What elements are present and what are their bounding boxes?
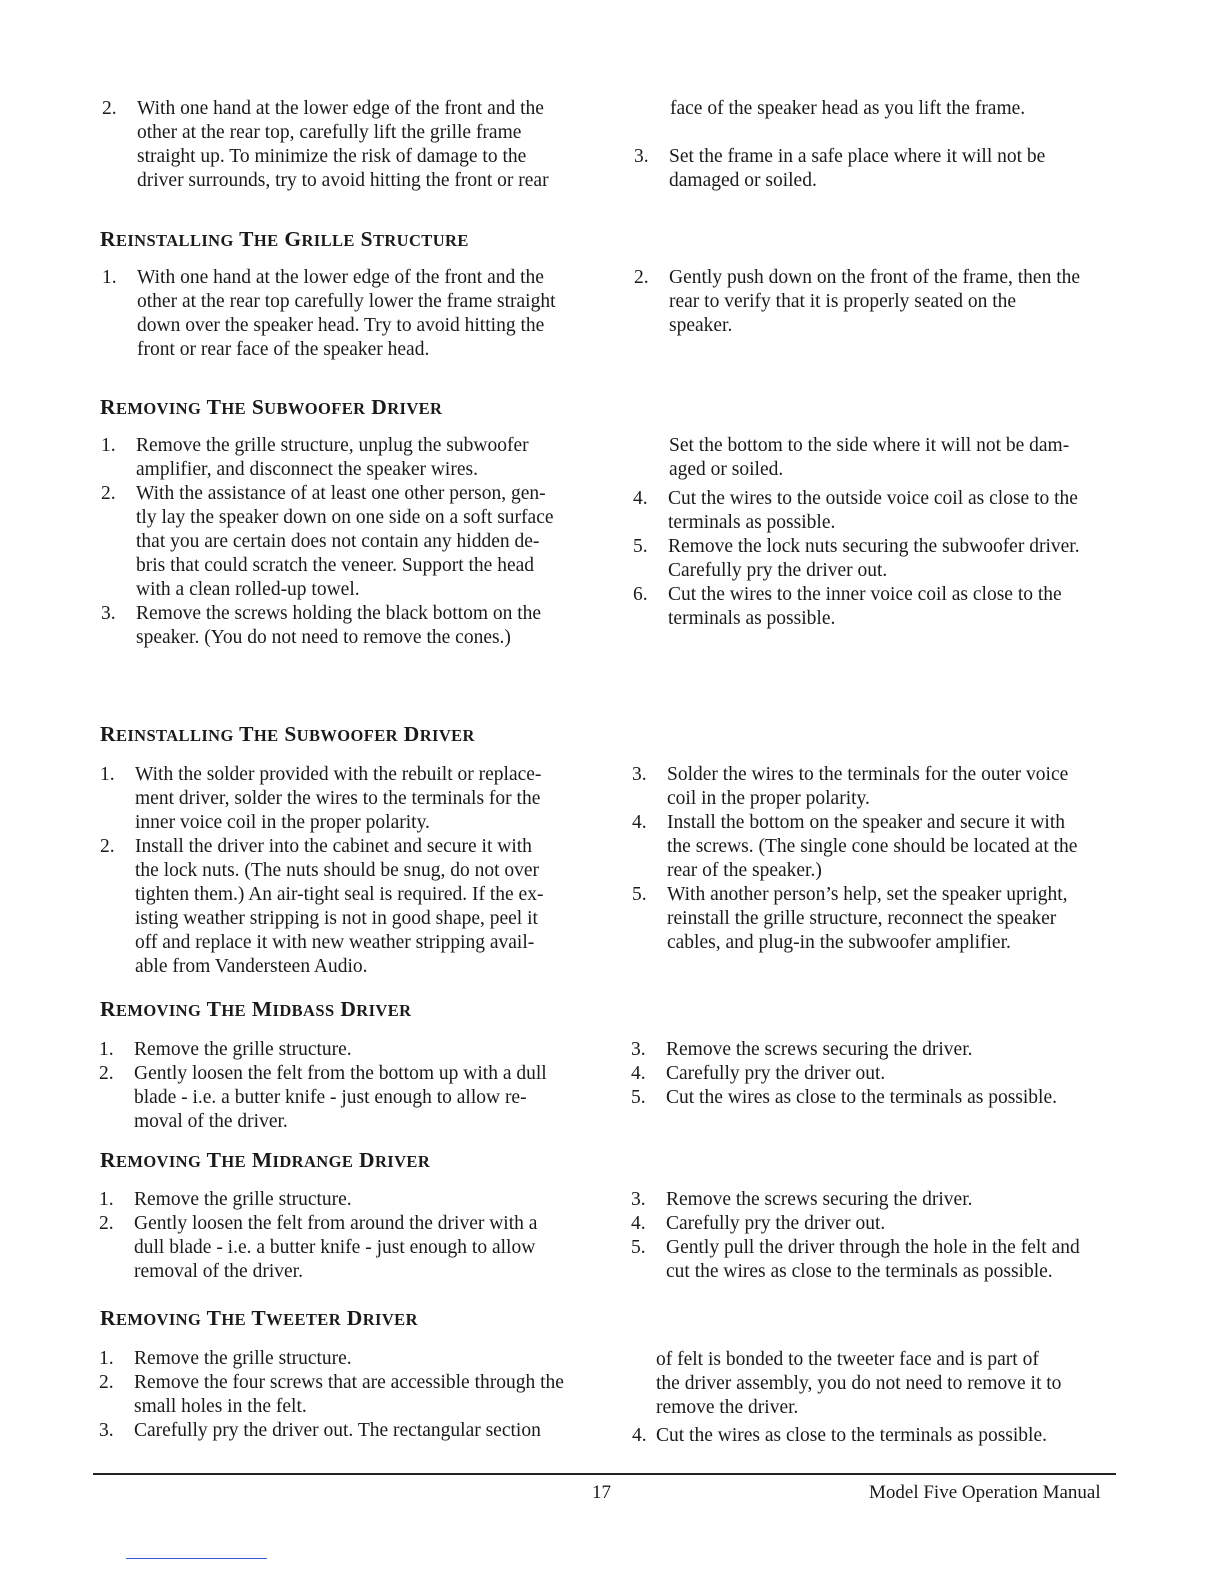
heading-initial: G xyxy=(284,227,302,251)
paragraph-line: aged or soiled. xyxy=(669,459,784,480)
heading-rest: RIVER xyxy=(374,1152,431,1171)
list-line: Set the frame in a safe place where it will not be xyxy=(669,146,1046,167)
list-line: Carefully pry the driver out. The rectangular section xyxy=(134,1420,541,1441)
list-item xyxy=(633,487,1133,535)
list-number: 4. xyxy=(631,1213,646,1234)
list-line: Remove the screws securing the driver. xyxy=(666,1039,973,1060)
heading-rest: RIVER xyxy=(387,399,443,418)
list-line: speaker. xyxy=(669,315,733,336)
section-heading xyxy=(100,1147,430,1175)
heading-rest: UBWOOFER xyxy=(264,399,366,418)
heading-initial: T xyxy=(206,1306,222,1330)
list xyxy=(99,1188,599,1284)
list-line: coil in the proper polarity. xyxy=(667,788,870,809)
heading-rest: EINSTALLING xyxy=(115,231,234,250)
list-item xyxy=(631,1062,1131,1086)
list-item xyxy=(99,1212,599,1284)
heading-initial: R xyxy=(100,1306,116,1330)
list-line: ment driver, solder the wires to the terminals for the xyxy=(135,788,541,809)
list-line: Cut the wires to the outside voice coil as close to the xyxy=(668,488,1078,509)
heading-initial: S xyxy=(284,722,297,746)
list-line: small holes in the felt. xyxy=(134,1396,307,1417)
list-line: tly lay the speaker down on one side on a soft surface xyxy=(136,507,554,528)
list xyxy=(631,1188,1131,1284)
scan-artifact-line xyxy=(126,1558,267,1559)
heading-initial: T xyxy=(206,395,222,419)
heading-initial: M xyxy=(251,1148,273,1172)
heading-rest: HE xyxy=(221,399,247,418)
heading-initial: R xyxy=(100,395,116,419)
list-item xyxy=(99,1038,599,1062)
list-item xyxy=(631,1038,1131,1062)
heading-rest: HE xyxy=(253,726,279,745)
list-line: removal of the driver. xyxy=(134,1261,303,1282)
list-line: reinstall the grille structure, reconnect the speaker xyxy=(667,908,1057,929)
list-item xyxy=(634,145,1134,193)
heading-rest: TRUCTURE xyxy=(372,231,469,250)
list-line: Remove the grille structure, unplug the subwoofer xyxy=(136,435,529,456)
list-line: Gently loosen the felt from the bottom up with a dull xyxy=(134,1063,547,1084)
heading-rest: RIVER xyxy=(419,726,475,745)
list-line: driver surrounds, try to avoid hitting the front or rear xyxy=(137,170,549,191)
list-item xyxy=(632,1424,1132,1448)
list-number: 6. xyxy=(633,584,648,605)
list-number: 3. xyxy=(632,764,647,785)
list-line: front or rear face of the speaker head. xyxy=(137,339,430,360)
heading-rest: RIVER xyxy=(356,1001,412,1020)
list-number: 4. xyxy=(633,488,648,509)
list-line: Remove the screws securing the driver. xyxy=(666,1189,973,1210)
list-item xyxy=(632,811,1132,883)
section-heading xyxy=(100,721,475,749)
list-number: 5. xyxy=(633,536,648,557)
heading-rest: HE xyxy=(221,1152,247,1171)
list-line: With the assistance of at least one other person, gen- xyxy=(136,483,546,504)
list-item xyxy=(631,1212,1131,1236)
section-heading xyxy=(100,996,411,1024)
list-line: With one hand at the lower edge of the front and the xyxy=(137,267,544,288)
list-line: down over the speaker head. Try to avoid hitting the xyxy=(137,315,545,336)
list-number: 5. xyxy=(631,1087,646,1108)
paragraph-line: the driver assembly, you do not need to remove it to xyxy=(656,1373,1062,1394)
heading-rest: HE xyxy=(221,1001,247,1020)
list-item xyxy=(631,1086,1131,1110)
heading-initial: D xyxy=(346,1306,363,1330)
list-number: 5. xyxy=(631,1237,646,1258)
page-number: 17 xyxy=(592,1482,611,1503)
list-line: Cut the wires to the inner voice coil as close to the xyxy=(668,584,1062,605)
list-line: Remove the four screws that are accessible through the xyxy=(134,1372,564,1393)
list-item xyxy=(633,535,1133,583)
heading-initial: D xyxy=(359,1148,375,1172)
list-line: Carefully pry the driver out. xyxy=(668,560,888,581)
list-item xyxy=(633,583,1133,631)
list-line: amplifier, and disconnect the speaker wires. xyxy=(136,459,478,480)
list-item xyxy=(99,1371,619,1419)
list xyxy=(102,97,602,193)
list xyxy=(102,266,602,362)
list-line: Remove the grille structure. xyxy=(134,1348,352,1369)
list xyxy=(631,1038,1131,1110)
heading-initial: S xyxy=(251,395,265,419)
heading-initial: D xyxy=(340,997,357,1021)
section-heading xyxy=(100,394,442,422)
list-line: terminals as possible. xyxy=(668,512,836,533)
list-line: Cut the wires as close to the terminals as possible. xyxy=(666,1087,1058,1108)
list-item xyxy=(631,1236,1131,1284)
list-number: 4. xyxy=(631,1063,646,1084)
heading-rest: RIVER xyxy=(362,1310,418,1329)
list-line: Cut the wires as close to the terminals as possible. xyxy=(656,1425,1048,1446)
list-line: able from Vandersteen Audio. xyxy=(135,956,368,977)
footer-rule xyxy=(93,1473,1116,1475)
list-number: 3. xyxy=(631,1189,646,1210)
continuation xyxy=(669,434,1129,482)
paragraph-line: of felt is bonded to the tweeter face and is part of xyxy=(656,1349,1039,1370)
list-number: 2. xyxy=(99,1213,114,1234)
list-number: 2. xyxy=(634,267,649,288)
list xyxy=(99,1038,599,1134)
list-line: rear of the speaker.) xyxy=(667,860,822,881)
list-line: With one hand at the lower edge of the front and the xyxy=(137,98,544,119)
list-line: that you are certain does not contain any hidden de- xyxy=(136,531,540,552)
list-number: 4. xyxy=(632,812,647,833)
list-number: 2. xyxy=(99,1063,114,1084)
list-line: other at the rear top carefully lower the frame straight xyxy=(137,291,556,312)
list-item xyxy=(99,1062,599,1134)
list-number: 1. xyxy=(99,1039,114,1060)
list-line: Remove the grille structure. xyxy=(134,1039,352,1060)
list-item xyxy=(99,1188,599,1212)
heading-initial: M xyxy=(251,997,273,1021)
list-line: straight up. To minimize the risk of damage to the xyxy=(137,146,527,167)
heading-initial: D xyxy=(403,722,420,746)
heading-rest: EMOVING xyxy=(115,1001,202,1020)
list-line: off and replace it with new weather stripping avail- xyxy=(135,932,535,953)
heading-rest: UBWOOFER xyxy=(296,726,398,745)
heading-rest: IDRANGE xyxy=(272,1152,354,1171)
list xyxy=(99,1347,619,1443)
list xyxy=(633,487,1133,631)
list-line: With another person’s help, set the speaker upright, xyxy=(667,884,1068,905)
list-line: the lock nuts. (The nuts should be snug, do not over xyxy=(135,860,540,881)
heading-initial: T xyxy=(239,227,254,251)
section-heading xyxy=(100,226,469,254)
list-item xyxy=(632,883,1132,955)
list-line: moval of the driver. xyxy=(134,1111,288,1132)
list xyxy=(100,763,600,979)
list-item xyxy=(100,763,600,835)
heading-initial: S xyxy=(360,227,373,251)
heading-initial: T xyxy=(239,722,254,746)
continuation xyxy=(656,1348,1116,1420)
list-item xyxy=(634,266,1134,338)
list-item xyxy=(631,1188,1131,1212)
list xyxy=(632,763,1132,955)
heading-initial: R xyxy=(100,227,116,251)
heading-rest: HE xyxy=(253,231,279,250)
heading-rest: HE xyxy=(221,1310,247,1329)
list xyxy=(634,266,1134,338)
heading-initial: R xyxy=(100,997,116,1021)
list-item xyxy=(99,1347,619,1371)
list-line: tighten them.) An air-tight seal is required. If the ex- xyxy=(135,884,544,905)
list-number: 3. xyxy=(101,603,116,624)
list-number: 4. xyxy=(632,1425,647,1446)
list-item xyxy=(99,1419,619,1443)
list-line: terminals as possible. xyxy=(668,608,836,629)
heading-rest: RILLE xyxy=(301,231,355,250)
list-number: 2. xyxy=(102,98,117,119)
list-number: 2. xyxy=(100,836,115,857)
paragraph-line: face of the speaker head as you lift the frame. xyxy=(670,98,1026,119)
list-line: isting weather stripping is not in good shape, peel it xyxy=(135,908,538,929)
manual-title: Model Five Operation Manual xyxy=(869,1482,1101,1503)
list-line: Remove the grille structure. xyxy=(134,1189,352,1210)
heading-initial: T xyxy=(251,1306,267,1330)
paragraph-line: Set the bottom to the side where it will not be dam- xyxy=(669,435,1070,456)
list-line: with a clean rolled-up towel. xyxy=(136,579,360,600)
heading-rest: EINSTALLING xyxy=(115,726,234,745)
list-number: 1. xyxy=(102,267,117,288)
list-line: Carefully pry the driver out. xyxy=(666,1063,886,1084)
heading-initial: R xyxy=(100,1148,116,1172)
heading-rest: IDBASS xyxy=(272,1001,335,1020)
list-number: 3. xyxy=(99,1420,114,1441)
list-line: Carefully pry the driver out. xyxy=(666,1213,886,1234)
list-number: 2. xyxy=(99,1372,114,1393)
list xyxy=(632,1424,1132,1448)
list-line: dull blade - i.e. a butter knife - just enough to allow xyxy=(134,1237,536,1258)
list-number: 5. xyxy=(632,884,647,905)
list-line: Install the driver into the cabinet and secure it with xyxy=(135,836,532,857)
list-line: Remove the screws holding the black bottom on the xyxy=(136,603,542,624)
list-line: inner voice coil in the proper polarity. xyxy=(135,812,430,833)
section-heading xyxy=(100,1305,418,1333)
list-line: blade - i.e. a butter knife - just enough to allow re- xyxy=(134,1087,527,1108)
heading-rest: EMOVING xyxy=(115,1152,202,1171)
heading-initial: R xyxy=(100,722,116,746)
list-line: other at the rear top, carefully lift the grille frame xyxy=(137,122,522,143)
list-number: 3. xyxy=(631,1039,646,1060)
list-number: 1. xyxy=(99,1348,114,1369)
list-line: Install the bottom on the speaker and secure it with xyxy=(667,812,1066,833)
list-line: Solder the wires to the terminals for the outer voice xyxy=(667,764,1069,785)
list-line: the screws. (The single cone should be located at the xyxy=(667,836,1078,857)
list-number: 1. xyxy=(99,1189,114,1210)
list xyxy=(101,434,601,650)
list-line: cut the wires as close to the terminals as possible. xyxy=(666,1261,1053,1282)
heading-initial: D xyxy=(371,395,388,419)
list-number: 1. xyxy=(101,435,116,456)
list-number: 1. xyxy=(100,764,115,785)
list-line: damaged or soiled. xyxy=(669,170,817,191)
list-item xyxy=(102,97,602,193)
list xyxy=(634,145,1134,193)
heading-initial: T xyxy=(206,1148,222,1172)
list-number: 2. xyxy=(101,483,116,504)
heading-rest: WEETER xyxy=(266,1310,342,1329)
list-line: speaker. (You do not need to remove the cones.) xyxy=(136,627,511,648)
heading-rest: EMOVING xyxy=(115,399,202,418)
list-line: bris that could scratch the veneer. Support the head xyxy=(136,555,534,576)
list-line: Gently pull the driver through the hole in the felt and xyxy=(666,1237,1080,1258)
list-line: cables, and plug-in the subwoofer amplifier. xyxy=(667,932,1011,953)
list-line: Gently loosen the felt from around the driver with a xyxy=(134,1213,538,1234)
heading-initial: T xyxy=(206,997,222,1021)
list-item xyxy=(101,482,601,602)
heading-rest: EMOVING xyxy=(115,1310,202,1329)
list-line: With the solder provided with the rebuilt or replace- xyxy=(135,764,542,785)
list-item xyxy=(101,602,601,650)
list-item xyxy=(632,763,1132,811)
list-line: rear to verify that it is properly seated on the xyxy=(669,291,1017,312)
list-item xyxy=(100,835,600,979)
paragraph-line: remove the driver. xyxy=(656,1397,799,1418)
continuation xyxy=(670,97,1130,121)
list-item xyxy=(102,266,602,362)
list-item xyxy=(101,434,601,482)
list-line: Remove the lock nuts securing the subwoofer driver. xyxy=(668,536,1080,557)
list-number: 3. xyxy=(634,146,649,167)
list-line: Gently push down on the front of the frame, then the xyxy=(669,267,1081,288)
